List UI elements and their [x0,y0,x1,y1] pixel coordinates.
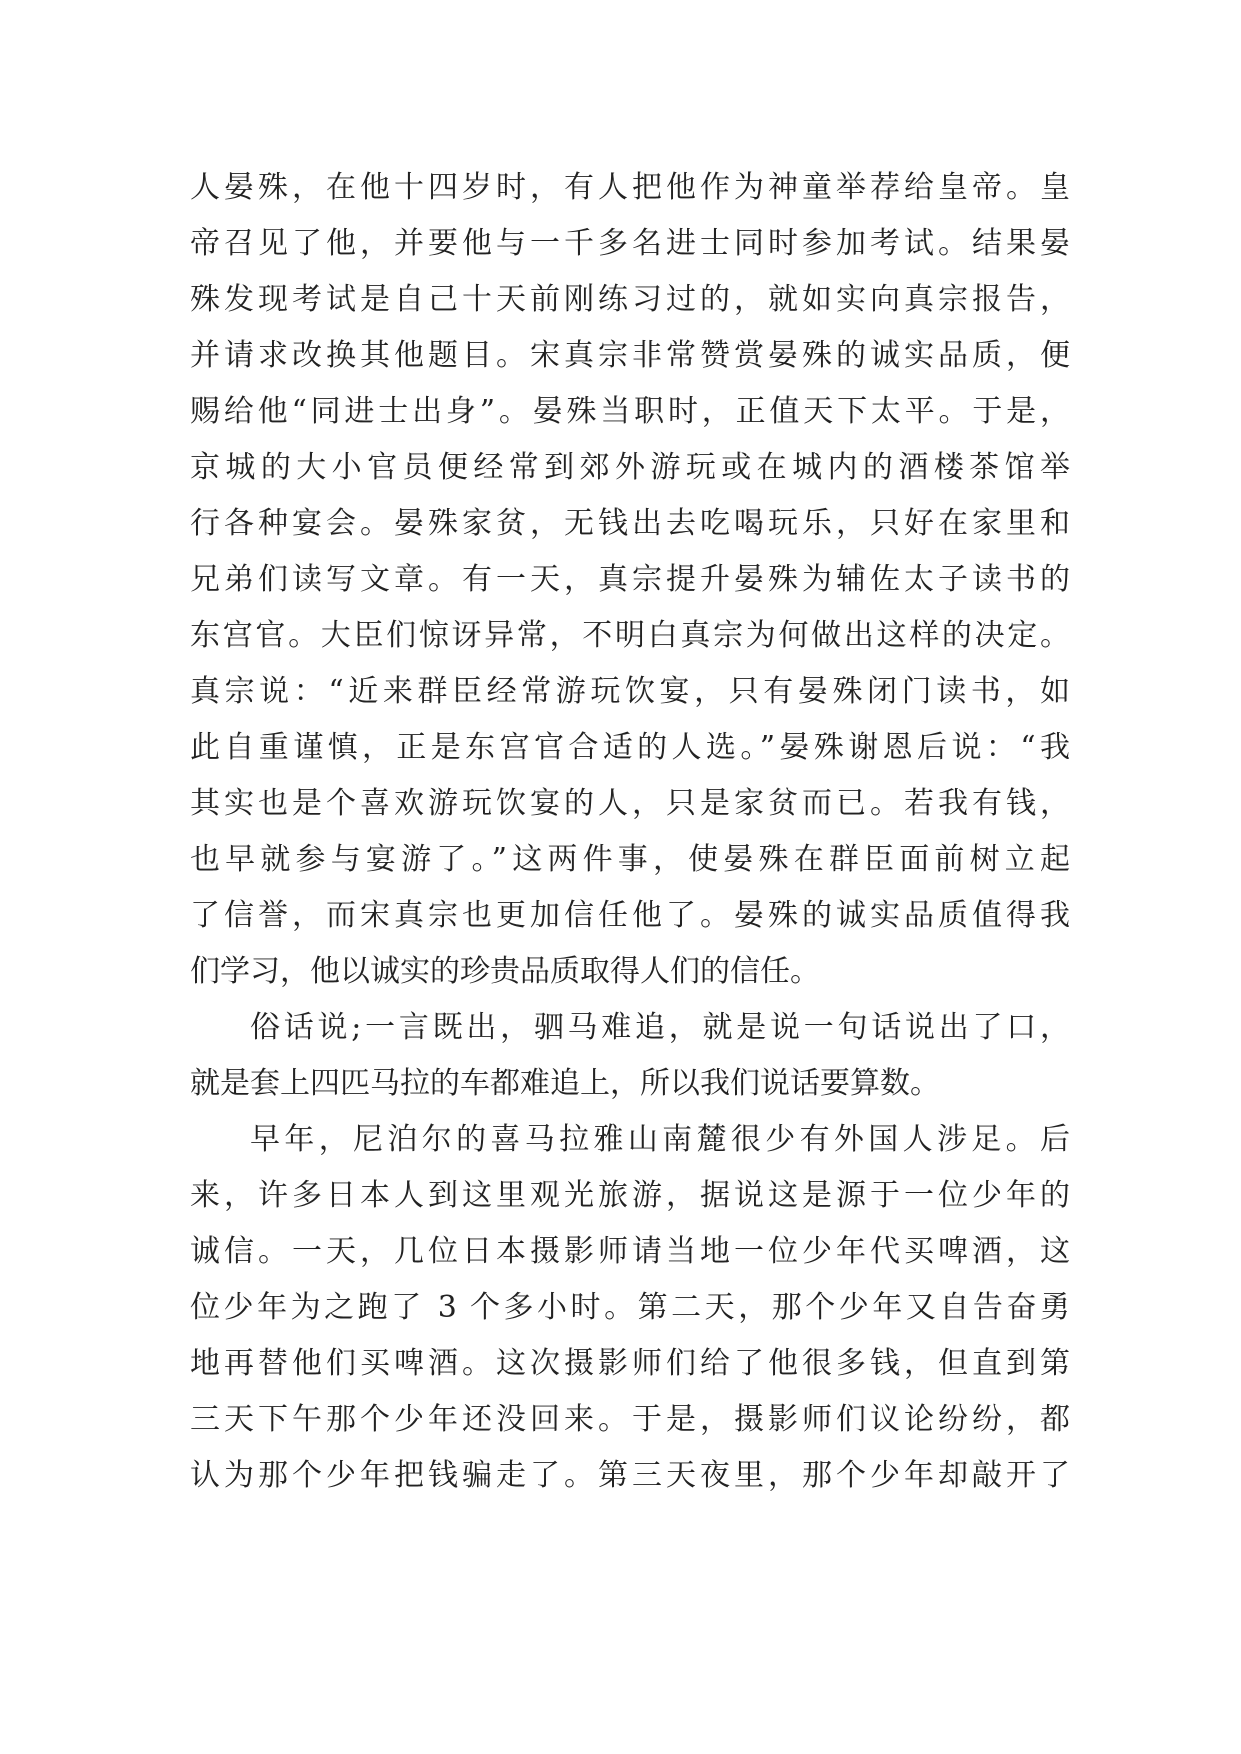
text-line: 东宫官。大臣们惊讶异常，不明白真宗为何做出这样的决定。 [190,618,1070,653]
text-line: 了信誉，而宋真宗也更加信任他了。晏殊的诚实品质值得我 [190,898,1070,933]
text-line: 诚信。一天，几位日本摄影师请当地一位少年代买啤酒，这 [190,1234,1070,1269]
text-line: 此自重谨慎，正是东宫官合适的人选。”晏殊谢恩后说：“我 [190,730,1070,765]
paragraph-proverb [190,1000,1070,1112]
text-line: 帝召见了他，并要他与一千多名进士同时参加考试。结果晏 [190,226,1070,261]
text-line: 地再替他们买啤酒。这次摄影师们给了他很多钱，但直到第 [190,1346,1070,1381]
text-line: 认为那个少年把钱骗走了。第三天夜里，那个少年却敲开了 [190,1458,1070,1493]
text-line: 其实也是个喜欢游玩饮宴的人，只是家贫而已。若我有钱， [190,786,1070,821]
text-line: 位少年为之跑了 3 个多小时。第二天，那个少年又自告奋勇 [190,1290,1070,1325]
paragraph-yanshu-story [190,160,1070,1000]
text-line: 殊发现考试是自己十天前刚练习过的，就如实向真宗报告， [190,282,1070,317]
text-line: 赐给他“同进士出身”。晏殊当职时，正值天下太平。于是， [190,394,1070,429]
text-line: 来，许多日本人到这里观光旅游，据说这是源于一位少年的 [190,1178,1070,1213]
text-line: 俗话说;一言既出，驷马难追，就是说一句话说出了口， [250,1010,1070,1045]
paragraph-nepal-story [190,1112,1070,1504]
text-line: 也早就参与宴游了。”这两件事，使晏殊在群臣面前树立起 [190,842,1070,877]
text-line: 早年，尼泊尔的喜马拉雅山南麓很少有外国人涉足。后 [250,1122,1070,1157]
text-line: 并请求改换其他题目。宋真宗非常赞赏晏殊的诚实品质，便 [190,338,1070,373]
text-line: 就是套上四匹马拉的车都难追上，所以我们说话要算数。 [190,1066,940,1101]
text-line: 京城的大小官员便经常到郊外游玩或在城内的酒楼茶馆举 [190,450,1070,485]
text-line: 人晏殊，在他十四岁时，有人把他作为神童举荐给皇帝。皇 [190,170,1070,205]
text-line: 行各种宴会。晏殊家贫，无钱出去吃喝玩乐，只好在家里和 [190,506,1070,541]
text-line: 真宗说：“近来群臣经常游玩饮宴，只有晏殊闭门读书，如 [190,674,1070,709]
text-line: 们学习，他以诚实的珍贵品质取得人们的信任。 [190,954,820,989]
document-body [190,160,1070,1504]
text-line: 兄弟们读写文章。有一天，真宗提升晏殊为辅佐太子读书的 [190,562,1070,597]
text-line: 三天下午那个少年还没回来。于是，摄影师们议论纷纷，都 [190,1402,1070,1437]
